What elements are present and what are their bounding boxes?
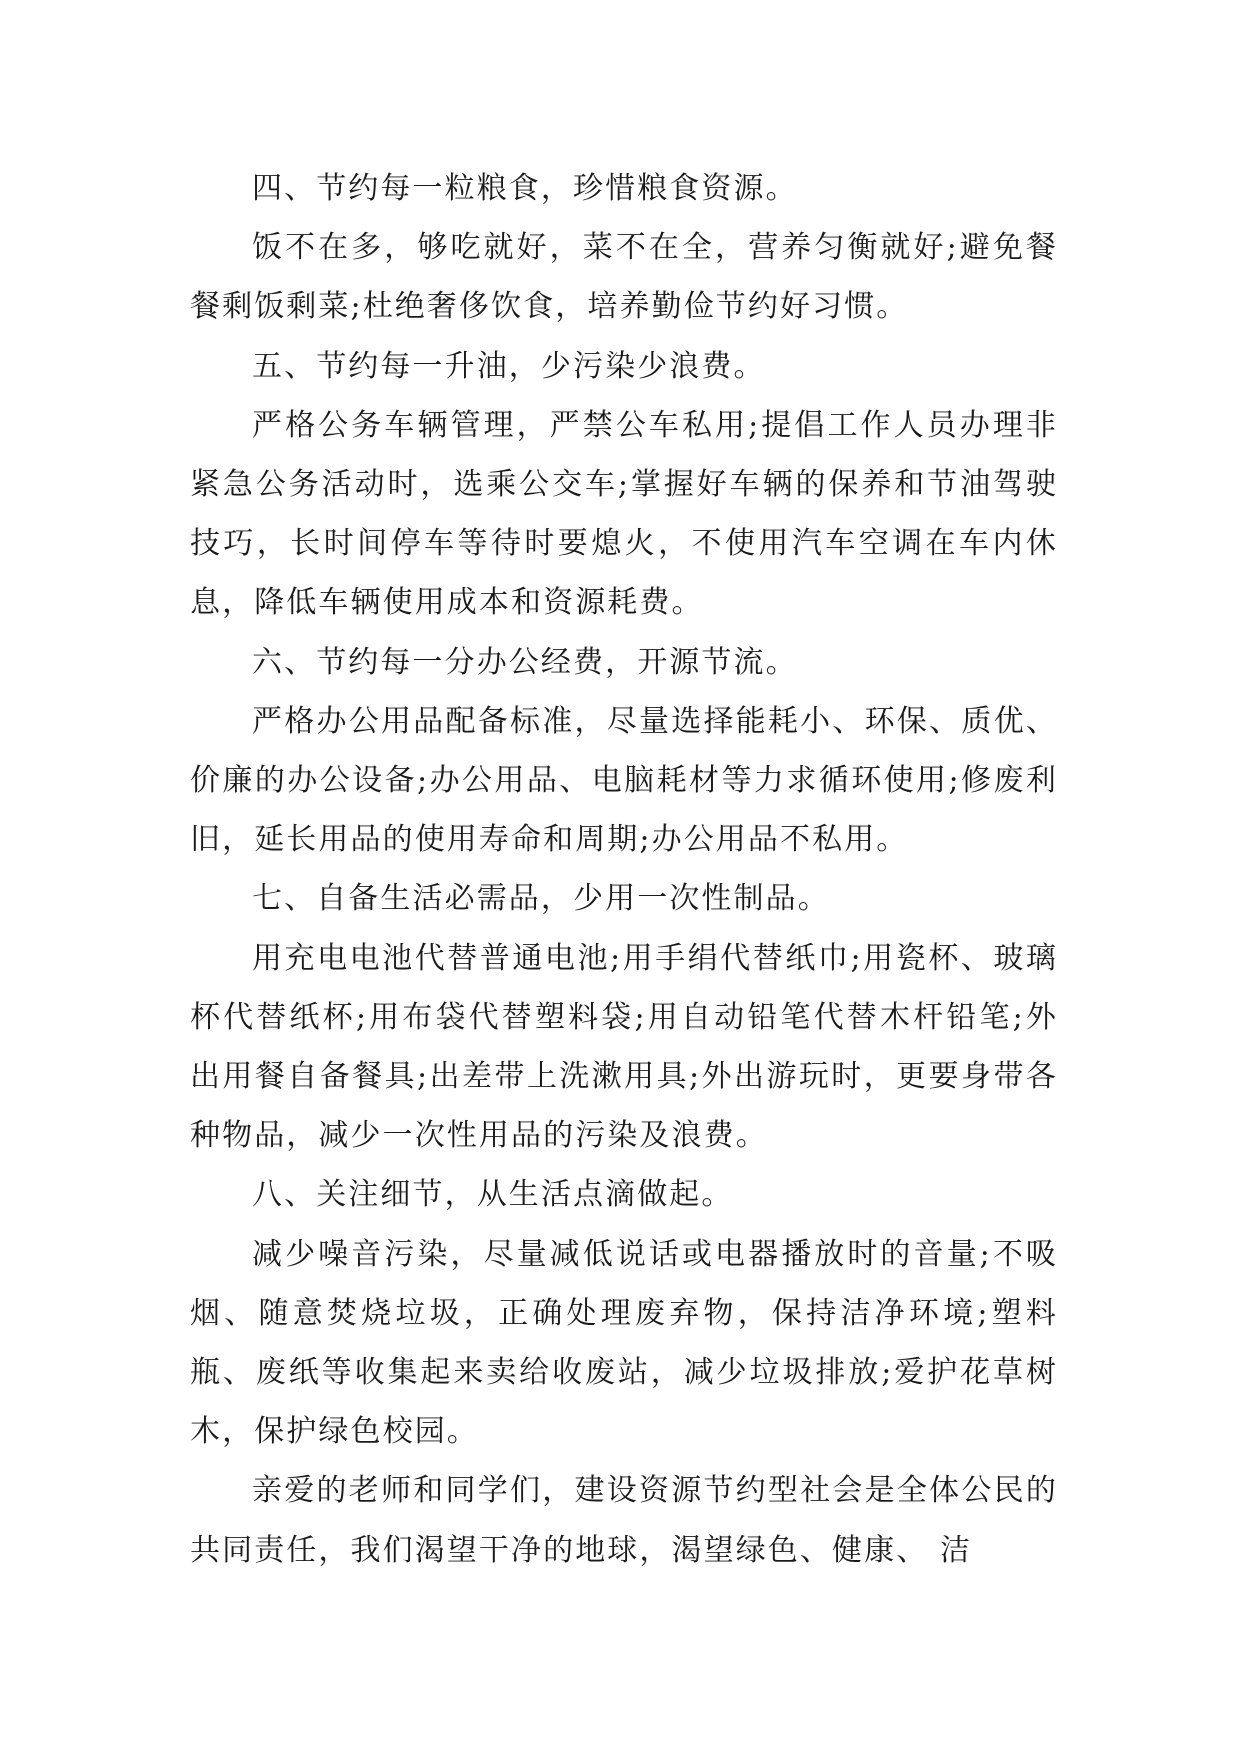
paragraph-vehicle-management: 严格公务车辆管理，严禁公车私用;提倡工作人员办理非紧急公务活动时，选乘公交车;掌握好车辆的保养和节油驾驶技巧，长时间停车等待时要熄火，不使用汽车空调在车内休息，降低车辆使用成本和资源耗费。 bbox=[190, 407, 1058, 621]
section-heading-8: 八、关注细节，从生活点滴做起。 bbox=[252, 1177, 734, 1213]
paragraph-daily-details: 减少噪音污染，尽量减低说话或电器播放时的音量;不吸烟、随意焚烧垃圾，正确处理废弃物，保持洁净环境;塑料瓶、废纸等收集起来卖给收废站，减少垃圾排放;爱护花草树木，保护绿色校园。 bbox=[190, 1236, 1058, 1450]
paragraph-reusable-items: 用充电电池代替普通电池;用手绢代替纸巾;用瓷杯、玻璃杯代替纸杯;用布袋代替塑料袋;用自动铅笔代替木杆铅笔;外出用餐自备餐具;出差带上洗漱用具;外出游玩时，更要身带各种物品，减少一次性用品的污染及浪费。 bbox=[190, 940, 1058, 1154]
section-heading-7: 七、自备生活必需品，少用一次性制品。 bbox=[252, 881, 830, 917]
section-heading-6: 六、节约每一分办公经费，开源节流。 bbox=[252, 644, 798, 680]
paragraph-office-supplies: 严格办公用品配备标准，尽量选择能耗小、环保、质优、价廉的办公设备;办公用品、电脑耗材等力求循环使用;修废利旧，延长用品的使用寿命和周期;办公用品不私用。 bbox=[190, 703, 1058, 858]
section-heading-4: 四、节约每一粒粮食，珍惜粮食资源。 bbox=[252, 171, 798, 206]
section-heading-5: 五、节约每一升油，少污染少浪费。 bbox=[252, 348, 766, 384]
paragraph-food-saving: 饭不在多，够吃就好，菜不在全，营养匀衡就好;避免餐餐剩饭剩菜;杜绝奢侈饮食，培养勤俭节约好习惯。 bbox=[190, 230, 1058, 325]
document-body bbox=[190, 159, 1058, 1580]
paragraph-closing-appeal: 亲爱的老师和同学们，建设资源节约型社会是全体公民的共同责任，我们渴望干净的地球，渴望绿色、健康、 洁 bbox=[190, 1473, 1058, 1568]
